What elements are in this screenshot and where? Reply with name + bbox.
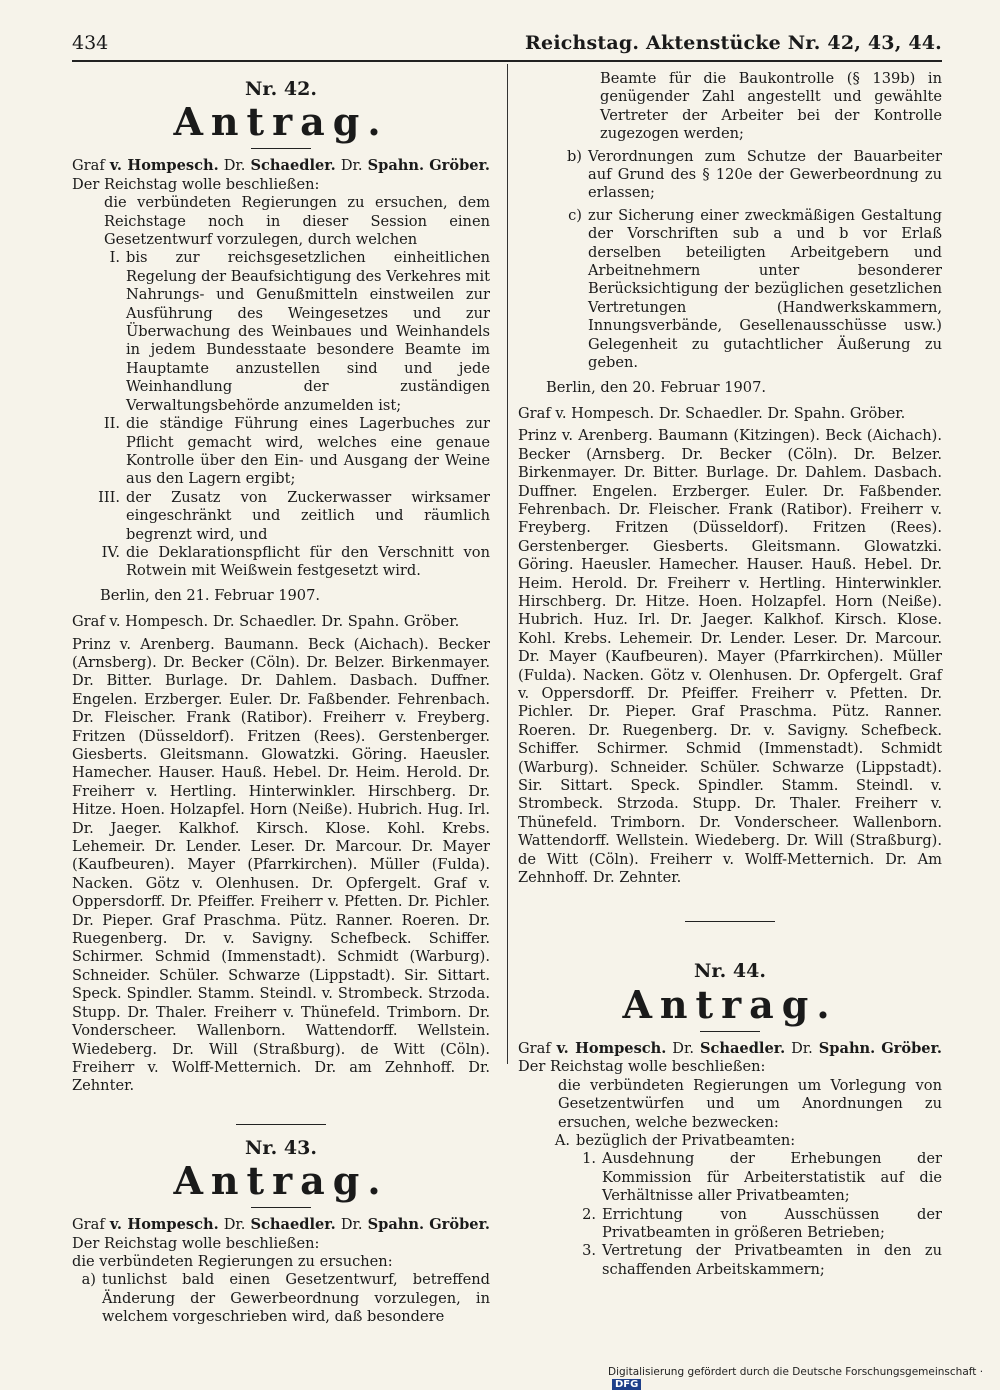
nr42-item-1: I. bis zur reichsgesetzlichen einheitlichen Regelung der Beaufsichtigung des Verkehres mit Nahrungs- und Genußmitteln einstweilen zur Ausführung des Weingesetzes und zur Überwachung des Weinbaues und Weinhandels in jedem Bundesstaate besondere Beamte im Hauptamte anzustellen sind und jede Weinhandlung der zuständigen Verwaltungsbehörde anzumelden ist; <box>109 249 490 414</box>
nr43-names: Prinz v. Arenberg. Baumann (Kitzingen). Beck (Aichach). Becker (Arnsberg. Dr. Becker (Cöln). Dr. Belzer. Birkenmayer. Dr. Bitter. Burlage. Dr. Dahlem. Dasbach. Duffner. Engelen. Erzberger. Euler. Dr. Faßbender. Fehrenbach. Dr. Fleischer. Frank (Ratibor). Freiherr v. Freyberg. Fritzen (Düsseldorf). Fritzen (Rees). Gerstenberger. Giesberts. Gleitsmann. Glowatzki. Göring. Haeusler. Hamecher. Hauser. Hauß. Hebel. Dr. Heim. Herold. Dr. Freiherr v. Hertling. Hinterwinkler. Hirschberg. Dr. Hitze. Hoen. Holzapfel. Horn (Neiße). Hubrich. Huz. Irl. Dr. Jaeger. Kalkhof. Kirsch. Klose. Kohl. Krebs. Lehemeir. Dr. Lender. Leser. Dr. Marcour. Dr. Mayer (Kaufbeuren). Mayer (Pfarrkirchen). Müller (Fulda). Nacken. Götz v. Olenhusen. Dr. Opfergelt. Graf v. Oppersdorff. Dr. Pfeiffer. Freiherr v. Pfetten. Dr. Pichler. Dr. Pieper. Graf Praschma. Pütz. Ranner. Roeren. Dr. Ruegenberg. Dr. v. Savigny. Schefbeck. Schiffer. Schirmer. Schmid (Immenstadt). Schmidt (Warburg). Schneider. Schüler. Schwarze (Lippstadt). Sir. Sittart. Speck. Spindler. Stamm. Steindl. v. Strombeck. Strzoda. Stupp. Dr. Thaler. Freiherr v. Thünefeld. Trimborn. Dr. Vonderscheer. Wallenborn. Wattendorff. Wellstein. Wiedeberg. Dr. Will (Straßburg). de Witt (Cöln). Freiherr v. Wolff-Metternich. Dr. Am Zehnhoff. Dr. Zehnter. <box>518 427 942 887</box>
page-number: 434 <box>72 32 109 54</box>
footer-text: Digitalisierung gefördert durch die Deutsche Forschungsgemeinschaft · <box>608 1366 984 1378</box>
nr42-signatories: Graf v. Hompesch. Dr. Schaedler. Dr. Spahn. Gröber. <box>72 613 460 631</box>
nr43-item-a-continued: Beamte für die Baukontrolle (§ 139b) in genügender Zahl angestellt und gewählte Vertreter der Arbeiter bei der Kontrolle zugezogen werden; <box>600 70 942 143</box>
nr44-item-2: 2. Errichtung von Ausschüssen der Privatbeamten in größeren Betrieben; <box>582 1205 942 1241</box>
digitization-footer <box>608 1366 1000 1390</box>
dfg-logo: DFG <box>612 1379 641 1390</box>
section-rule <box>236 1124 326 1125</box>
nr43-title: Antrag. <box>173 1158 389 1204</box>
nr44-rule <box>700 1031 760 1032</box>
column-divider <box>507 64 508 1064</box>
nr42-rule <box>251 148 311 149</box>
nr43-sponsors: Graf v. Hompesch. Dr. Schaedler. Dr. Spahn. Gröber. Der Reichstag wolle beschließen: <box>72 1216 490 1252</box>
nr44-number: Nr. 44. <box>694 960 766 983</box>
running-title: Reichstag. Aktenstücke Nr. 42, 43, 44. <box>525 32 942 54</box>
nr42-intro: die verbündeten Regierungen zu ersuchen, dem Reichstage noch in dieser Session einen Gesetzentwurf vorzulegen, durch welchen <box>104 194 490 249</box>
right-column <box>518 70 942 1279</box>
nr42-item-4: IV. die Deklarationspflicht für den Verschnitt von Rotwein mit Weißwein festgesetzt wird. <box>101 543 490 580</box>
nr43-date: Berlin, den 20. Februar 1907. <box>546 378 766 396</box>
nr43-item-b: b) Verordnungen zum Schutze der Bauarbeiter auf Grund des § 120e der Gewerbeordnung zu erlassen; <box>566 147 942 202</box>
nr44-item-1: 1. Ausdehnung der Erhebungen der Kommission für Arbeiterstatistik auf die Verhältnisse aller Privatbeamten; <box>582 1150 942 1205</box>
nr44-sponsors: Graf v. Hompesch. Dr. Schaedler. Dr. Spahn. Gröber. Der Reichstag wolle beschließen: <box>518 1039 942 1076</box>
nr43-number: Nr. 43. <box>245 1136 317 1159</box>
nr42-date: Berlin, den 21. Februar 1907. <box>100 586 320 604</box>
nr43-intro: die verbündeten Regierungen zu ersuchen: <box>72 1252 393 1270</box>
header-rule <box>72 60 942 62</box>
nr44-item-3: 3. Vertretung der Privatbeamten in den zu schaffenden Arbeitskammern; <box>582 1242 942 1278</box>
nr43-rule <box>251 1207 311 1208</box>
nr42-item-3: III. der Zusatz von Zuckerwasser wirksamer eingeschränkt und zeitlich und räumlich begrenzt wird, und <box>98 488 490 543</box>
nr42-title: Antrag. <box>173 99 389 145</box>
nr42-number: Nr. 42. <box>245 78 317 100</box>
nr43-signatories: Graf v. Hompesch. Dr. Schaedler. Dr. Spahn. Gröber. <box>518 404 906 422</box>
nr44-section-a: A. bezüglich der Privatbeamten: <box>554 1131 796 1149</box>
nr42-item-2: II. die ständige Führung eines Lagerbuches zur Pflicht gemacht wird, welches eine genaue Kontrolle über den Ein- und Ausgang der Weine aus den Lagern ergibt; <box>103 415 490 488</box>
nr42-sponsors: Graf v. Hompesch. Dr. Schaedler. Dr. Spahn. Gröber. Der Reichstag wolle beschließen: <box>72 157 490 193</box>
section-rule-right <box>685 921 775 922</box>
nr43-item-c: c) zur Sicherung einer zweckmäßigen Gestaltung der Vorschriften sub a und b vor Erlaß derselben beteiligten Arbeitgebern und Arbeitnehmern unter besonderer Berücksichtigung der bezüglichen gesetzlichen Vertretungen (Handwerkskammern, Innungsverbände, Gesellenausschüsse usw.) Gelegenheit zu gutachtlicher Äußerung zu geben. <box>568 206 942 372</box>
nr44-title: Antrag. <box>622 981 838 1027</box>
page-header <box>72 30 942 60</box>
nr44-intro: die verbündeten Regierungen um Vorlegung von Gesetzentwürfen und um Anordnungen zu ersuchen, welche bezwecken: <box>558 1076 942 1131</box>
nr43-item-a: a) tunlichst bald einen Gesetzentwurf, betreffend Änderung der Gewerbeordnung vorzulegen, in welchem vorgeschrieben wird, daß besondere <box>81 1271 490 1326</box>
nr42-names: Prinz v. Arenberg. Baumann. Beck (Aichach). Becker (Arnsberg). Dr. Becker (Cöln). Dr. Belzer. Birkenmayer. Dr. Bitter. Burlage. Dr. Dahlem. Dasbach. Duffner. Engelen. Erzberger. Euler. Dr. Faßbender. Fehrenbach. Dr. Fleischer. Frank (Ratibor). Freiherr v. Freyberg. Fritzen (Düsseldorf). Fritzen (Rees). Gerstenberger. Giesberts. Gleitsmann. Glowatzki. Göring. Haeusler. Hamecher. Hauser. Hauß. Hebel. Dr. Heim. Herold. Dr. Freiherr v. Hertling. Hinterwinkler. Hirschberg. Dr. Hitze. Hoen. Holzapfel. Horn (Neiße). Hubrich. Hug. Irl. Dr. Jaeger. Kalkhof. Kirsch. Klose. Kohl. Krebs. Lehemeir. Dr. Lender. Leser. Dr. Marcour. Dr. Mayer (Kaufbeuren). Mayer (Pfarrkirchen). Müller (Fulda). Nacken. Götz v. Olenhusen. Dr. Opfergelt. Graf v. Oppersdorff. Dr. Pfeiffer. Freiherr v. Pfetten. Dr. Pichler. Dr. Pieper. Graf Praschma. Pütz. Ranner. Roeren. Dr. Ruegenberg. Dr. v. Savigny. Schefbeck. Schiffer. Schirmer. Schmid (Immenstadt). Schmidt (Warburg). Schneider. Schüler. Schwarze (Lippstadt). Sir. Sittart. Speck. Spindler. Stamm. Steindl. v. Strombeck. Strzoda. Stupp. Dr. Thaler. Freiherr v. Thünefeld. Trimborn. Dr. Vonderscheer. Wallenborn. Wattendorff. Wellstein. Wiedeberg. Dr. Will (Straßburg). de Witt (Cöln). Freiherr v. Wolff-Metternich. Dr. am Zehnhoff. Dr. Zehnter. <box>72 635 490 1095</box>
left-column <box>72 70 490 1327</box>
